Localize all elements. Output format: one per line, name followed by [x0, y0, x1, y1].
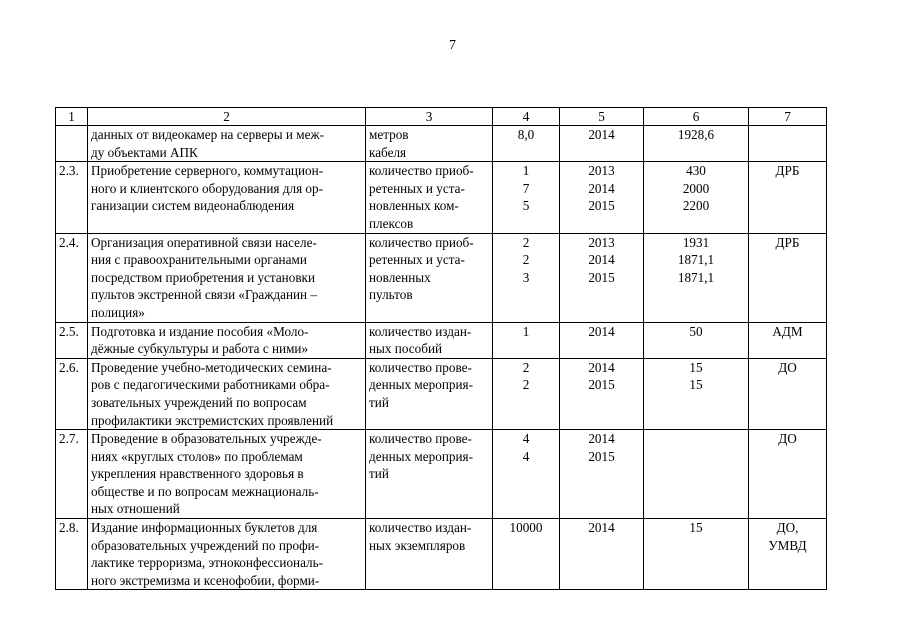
year-line: 2014 [588, 127, 615, 142]
description-line: ду объектами АПК [91, 144, 198, 160]
responsible-cell [749, 358, 827, 429]
quantity-line: 7 [522, 180, 530, 196]
amount-line: 2000 [682, 180, 710, 196]
unit-line: денных мероприя- [369, 377, 473, 393]
quantity-cell [493, 519, 560, 590]
description-cell [88, 358, 366, 429]
row-number: 2.3. [56, 162, 88, 233]
unit-line: кабеля [369, 144, 407, 160]
quantity-line: 2 [522, 377, 530, 393]
amounts-cell [644, 126, 749, 162]
unit-line: денных мероприя- [369, 448, 473, 464]
description-line: данных от видеокамер на серверы и меж- [91, 127, 324, 142]
description-line: зовательных учреждений по вопросам [91, 394, 307, 410]
table-row [56, 322, 827, 358]
description-line: профилактики экстремистских проявлений [91, 412, 334, 428]
amount-line: 15 [689, 377, 703, 393]
table-row [56, 126, 827, 162]
years-cell [560, 358, 644, 429]
header-cell: 6 [644, 108, 749, 126]
amounts-cell [644, 233, 749, 322]
unit-line: метров [369, 127, 409, 142]
unit-line: тий [369, 394, 389, 410]
year-line: 2013 [588, 163, 615, 179]
quantity-line: 2 [522, 234, 530, 250]
responsible-cell [749, 430, 827, 519]
unit-line: количество приоб- [369, 234, 474, 250]
unit-line: ретенных и уста- [369, 252, 465, 268]
table-row [56, 519, 827, 590]
description-cell [88, 430, 366, 519]
year-line: 2015 [588, 377, 615, 393]
description-line: ния с правоохранительными органами [91, 252, 307, 268]
row-number: 2.7. [56, 430, 88, 519]
description-line: образовательных учреждений по профи- [91, 537, 320, 553]
quantity-line: 1 [522, 163, 530, 179]
unit-cell [366, 162, 493, 233]
description-cell [88, 322, 366, 358]
description-line: Проведение учебно-методических семина- [91, 359, 332, 375]
unit-line: плексов [369, 215, 414, 231]
description-cell [88, 126, 366, 162]
description-cell [88, 233, 366, 322]
description-line: ров с педагогическими работниками обра- [91, 377, 330, 393]
quantity-line: 1 [522, 323, 530, 339]
description-line: ганизации систем видеонаблюдения [91, 198, 295, 214]
unit-cell [366, 322, 493, 358]
unit-line: количество прове- [369, 431, 472, 447]
unit-line: тий [369, 466, 389, 482]
year-line: 2013 [588, 234, 615, 250]
amount-line: 15 [689, 520, 703, 536]
header-cell: 1 [56, 108, 88, 126]
years-cell [560, 519, 644, 590]
amount-line: 2200 [682, 198, 710, 214]
year-line: 2015 [588, 198, 615, 214]
quantity-cell [493, 233, 560, 322]
year-line: 2015 [588, 269, 615, 285]
unit-line: количество приоб- [369, 163, 474, 179]
header-cell: 5 [560, 108, 644, 126]
responsible-line: АДМ [772, 323, 803, 339]
unit-line: количество прове- [369, 359, 472, 375]
row-number: 2.8. [56, 519, 88, 590]
year-line: 2014 [588, 323, 615, 339]
year-line: 2014 [588, 252, 615, 268]
quantity-line: 4 [522, 431, 530, 447]
header-cell: 3 [366, 108, 493, 126]
years-cell [560, 126, 644, 162]
quantity-cell [493, 126, 560, 162]
quantity-line: 8,0 [517, 127, 535, 142]
table-row [56, 358, 827, 429]
quantity-line: 2 [522, 359, 530, 375]
responsible-line: ДО [778, 431, 797, 447]
description-line: Проведение в образовательных учрежде- [91, 431, 322, 447]
responsible-line: ДО [778, 359, 797, 375]
amount-line: 1931 [682, 234, 710, 250]
years-cell [560, 162, 644, 233]
unit-cell [366, 233, 493, 322]
year-line: 2014 [588, 431, 615, 447]
description-line: укрепления нравственного здоровья в [91, 466, 304, 482]
amount-line: 15 [689, 359, 703, 375]
responsible-line: УМВД [768, 537, 807, 553]
header-row [56, 108, 827, 126]
years-cell [560, 430, 644, 519]
year-line: 2014 [588, 520, 615, 536]
description-line: обществе и по вопросам межнациональ- [91, 483, 319, 499]
unit-cell [366, 519, 493, 590]
header-cell: 2 [88, 108, 366, 126]
description-line: Приобретение серверного, коммутацион- [91, 163, 324, 179]
unit-line: количество издан- [369, 520, 472, 536]
amount-line: 1871,1 [677, 269, 715, 285]
description-line: ниях «круглых столов» по проблемам [91, 448, 303, 464]
quantity-cell [493, 358, 560, 429]
row-number: 2.6. [56, 358, 88, 429]
years-cell [560, 322, 644, 358]
description-line: посредством приобретения и установки [91, 269, 316, 285]
description-line: полиция» [91, 304, 145, 320]
table-row [56, 233, 827, 322]
quantity-line: 4 [522, 448, 530, 464]
unit-line: количество издан- [369, 323, 472, 339]
responsible-cell [749, 322, 827, 358]
amount-line: 430 [686, 163, 706, 179]
responsible-line: ДО, [776, 520, 799, 536]
responsible-line: ДРБ [775, 234, 800, 250]
description-line: лактике терроризма, этноконфессиональ- [91, 555, 324, 571]
header-cell: 4 [493, 108, 560, 126]
description-line: дёжные субкультуры и работа с ними» [91, 341, 309, 357]
amount-line: 50 [689, 323, 703, 339]
amount-line: 1928,6 [677, 127, 715, 142]
responsible-cell [749, 162, 827, 233]
row-number: 2.5. [56, 322, 88, 358]
unit-line: пультов [369, 287, 413, 303]
amounts-cell [644, 430, 749, 519]
unit-line: ных экземпляров [369, 537, 466, 553]
unit-line: новленных [369, 269, 431, 285]
quantity-cell [493, 430, 560, 519]
unit-cell [366, 358, 493, 429]
amounts-cell [644, 162, 749, 233]
responsible-cell [749, 519, 827, 590]
description-line: пультов экстренной связи «Гражданин – [91, 287, 318, 303]
quantity-cell [493, 322, 560, 358]
description-line: ных отношений [91, 501, 180, 517]
quantity-cell [493, 162, 560, 233]
description-line: Организация оперативной связи населе- [91, 234, 317, 250]
unit-cell [366, 430, 493, 519]
year-line: 2015 [588, 448, 615, 464]
program-table [55, 107, 827, 590]
responsible-cell [749, 233, 827, 322]
years-cell [560, 233, 644, 322]
description-cell [88, 519, 366, 590]
description-line: Подготовка и издание пособия «Моло- [91, 323, 309, 339]
page-number: 7 [449, 38, 456, 53]
quantity-line: 10000 [509, 520, 543, 536]
responsible-line: ДРБ [775, 163, 800, 179]
unit-cell [366, 126, 493, 162]
quantity-line: 5 [522, 198, 530, 214]
description-line: ного экстремизма и ксенофобии, форми- [91, 572, 320, 588]
unit-line: ретенных и уста- [369, 180, 465, 196]
year-line: 2014 [588, 359, 615, 375]
amounts-cell [644, 358, 749, 429]
amounts-cell [644, 322, 749, 358]
responsible-cell [749, 126, 827, 162]
unit-line: новленных ком- [369, 198, 459, 214]
quantity-line: 3 [522, 269, 530, 285]
description-line: Издание информационных буклетов для [91, 520, 318, 536]
row-number [56, 126, 88, 162]
table-row [56, 430, 827, 519]
description-line: ного и клиентского оборудования для ор- [91, 180, 324, 196]
description-cell [88, 162, 366, 233]
row-number: 2.4. [56, 233, 88, 322]
amounts-cell [644, 519, 749, 590]
quantity-line: 2 [522, 252, 530, 268]
unit-line: ных пособий [369, 341, 443, 357]
table-row [56, 162, 827, 233]
header-cell: 7 [749, 108, 827, 126]
year-line: 2014 [588, 180, 615, 196]
amount-line: 1871,1 [677, 252, 715, 268]
